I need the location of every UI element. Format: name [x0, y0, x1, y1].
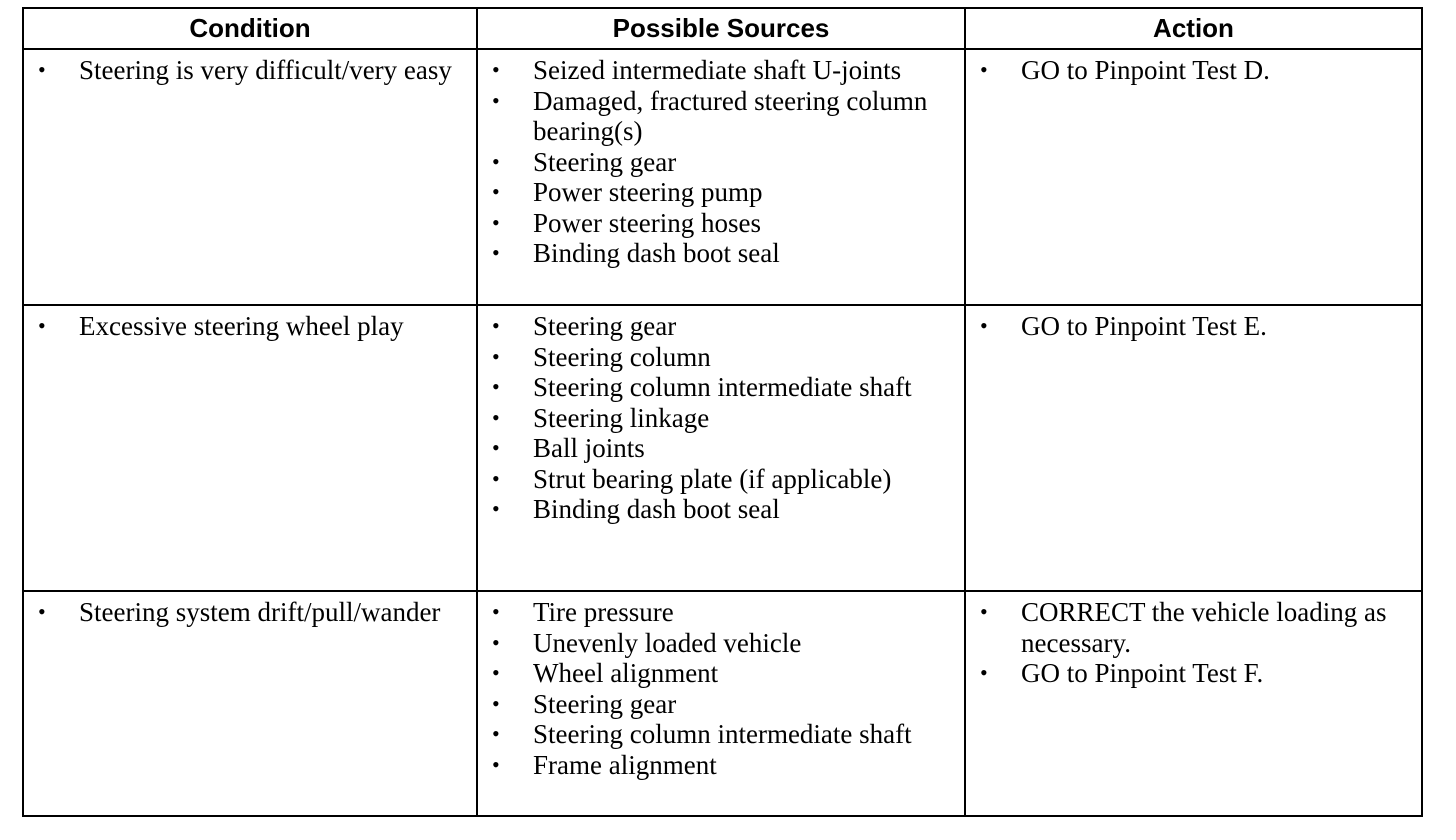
source-item: • Damaged, fractured steering column bearing(s) [478, 86, 950, 147]
source-item: • Tire pressure [478, 597, 950, 628]
condition-cell [23, 591, 477, 816]
table-row [23, 591, 1422, 816]
action-item: • CORRECT the vehicle loading as necessary. [966, 597, 1407, 658]
condition-cell [23, 49, 477, 305]
table-row [23, 305, 1422, 591]
condition-item: • Excessive steering wheel play [24, 311, 462, 342]
source-item: • Frame alignment [478, 750, 950, 781]
source-item: • Steering gear [478, 689, 950, 720]
source-item: • Steering linkage [478, 403, 950, 434]
action-item: • GO to Pinpoint Test F. [966, 658, 1407, 689]
action-item: • GO to Pinpoint Test E. [966, 311, 1407, 342]
table-row [23, 49, 1422, 305]
action-list [966, 50, 1421, 86]
sources-list [478, 50, 964, 269]
source-item: • Binding dash boot seal [478, 494, 950, 525]
source-item: • Steering gear [478, 147, 950, 178]
condition-item: • Steering is very difficult/very easy [24, 55, 462, 86]
action-list [966, 592, 1421, 689]
condition-cell [23, 305, 477, 591]
action-item: • GO to Pinpoint Test D. [966, 55, 1407, 86]
sources-cell [477, 49, 965, 305]
sources-list [478, 592, 964, 780]
header-condition: Condition [23, 8, 477, 49]
source-item: • Wheel alignment [478, 658, 950, 689]
sources-cell [477, 591, 965, 816]
table-header [23, 8, 1422, 49]
source-item: • Steering column intermediate shaft [478, 372, 950, 403]
condition-item: • Steering system drift/pull/wander [24, 597, 462, 628]
action-cell [965, 591, 1422, 816]
source-item: • Power steering hoses [478, 208, 950, 239]
source-item: • Ball joints [478, 433, 950, 464]
source-item: • Unevenly loaded vehicle [478, 628, 950, 659]
header-action: Action [965, 8, 1422, 49]
sources-list [478, 306, 964, 525]
action-list [966, 306, 1421, 342]
diagnosis-table [22, 7, 1423, 817]
action-cell [965, 305, 1422, 591]
source-item: • Steering gear [478, 311, 950, 342]
sources-cell [477, 305, 965, 591]
source-item: • Power steering pump [478, 177, 950, 208]
header-possible-sources: Possible Sources [477, 8, 965, 49]
source-item: • Binding dash boot seal [478, 238, 950, 269]
action-cell [965, 49, 1422, 305]
condition-list [24, 50, 476, 86]
source-item: • Strut bearing plate (if applicable) [478, 464, 950, 495]
condition-list [24, 306, 476, 342]
source-item: • Seized intermediate shaft U-joints [478, 55, 950, 86]
source-item: • Steering column [478, 342, 950, 373]
condition-list [24, 592, 476, 628]
source-item: • Steering column intermediate shaft [478, 719, 950, 750]
header-row [23, 8, 1422, 49]
